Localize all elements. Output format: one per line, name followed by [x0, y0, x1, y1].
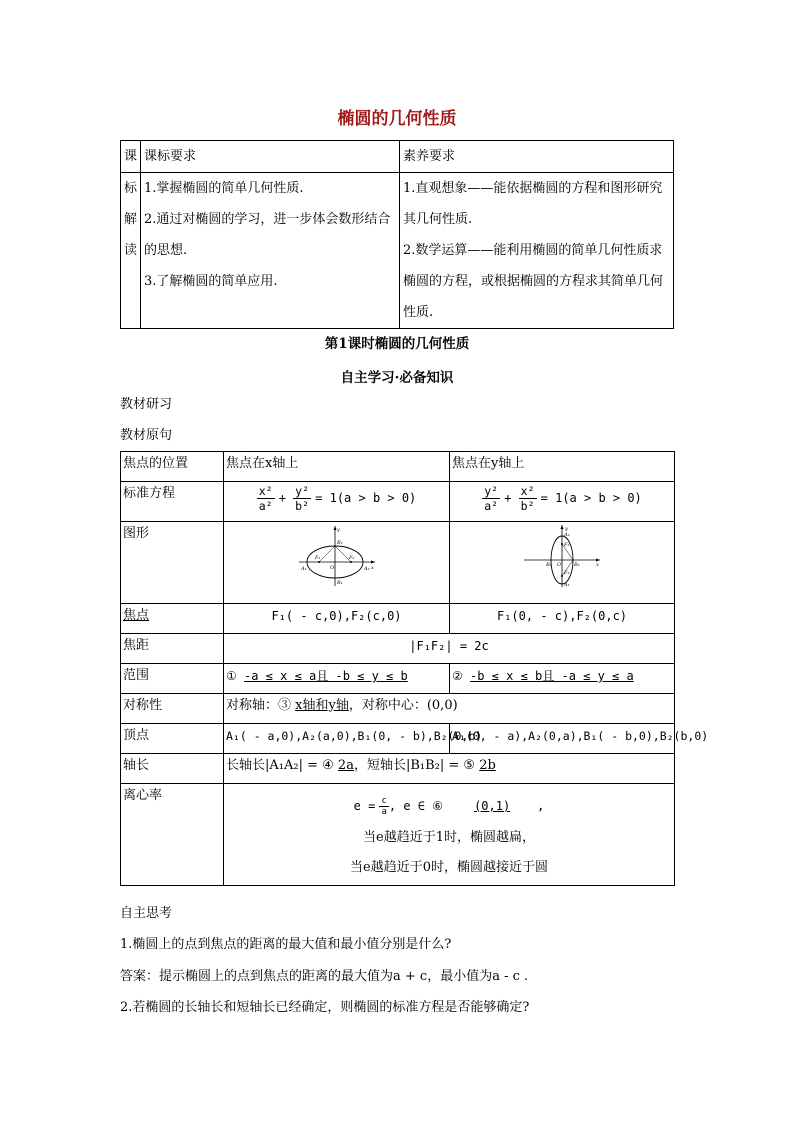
row-label-focus: 焦点 [121, 604, 224, 634]
svg-text:O: O [557, 562, 562, 568]
ellipse-y-figure [522, 524, 602, 588]
header-position: 焦点的位置 [121, 452, 224, 482]
header-y-axis: 焦点在y轴上 [450, 452, 675, 482]
svg-text:A₂: A₂ [363, 566, 370, 572]
row-label-focal-distance: 焦距 [121, 634, 224, 664]
curriculum-table [120, 140, 674, 329]
symmetry: 对称轴：③ x轴和y轴，对称中心：(0,0) [224, 694, 675, 724]
focus-y: F₁(0, - c),F₂(0,c) [450, 604, 675, 634]
question-1: 1.椭圆上的点到焦点的距离的最大值和最小值分别是什么? [120, 937, 452, 952]
vertical-label: 标 解 读 [121, 173, 141, 329]
standard-item: 2.通过对椭圆的学习，进一步体会数形结合的思想. [144, 212, 391, 258]
svg-text:y: y [565, 526, 568, 532]
svg-text:A₂: A₂ [564, 532, 570, 538]
row-label-graph: 图形 [121, 522, 224, 604]
svg-text:A₁: A₁ [300, 566, 307, 572]
focus-x: F₁( - c,0),F₂(c,0) [224, 604, 450, 634]
question-2: 2.若椭圆的长轴长和短轴长已经确定，则椭圆的标准方程是否能够确定? [120, 1000, 530, 1015]
svg-text:F₁: F₁ [314, 555, 320, 561]
section-title: 自主学习·必备知识 [340, 370, 454, 386]
svg-text:O: O [329, 565, 334, 571]
literacy-item: 1.直观想象——能依据椭圆的方程和图形研究其几何性质. [403, 181, 663, 227]
graph-y-cell [450, 522, 675, 604]
ellipse-x-figure [297, 524, 377, 588]
eccentricity: e = $\frac{c}{a}$ , e ∈ ⑥ (0,1) , 当e越趋近于1时，椭圆越扁， 当e越趋近于0时，椭圆越接近于圆 [224, 784, 675, 886]
axis-lengths: 长轴长|A₁A₂| = ④ 2a，短轴长|B₁B₂| = ⑤ 2b [224, 754, 675, 784]
svg-text:B₁: B₁ [546, 562, 552, 568]
literacy-header: 素养要求 [400, 141, 674, 173]
row-label-equation: 标准方程 [121, 482, 224, 522]
svg-text:y: y [336, 527, 340, 533]
curriculum-header-cell: 课 [121, 141, 141, 173]
standard-item: 3.了解椭圆的简单应用. [144, 274, 278, 289]
standards-cell [141, 173, 400, 329]
literacy-cell [400, 173, 674, 329]
document-title: 椭圆的几何性质 [337, 109, 457, 129]
standard-item: 1.掌握椭圆的简单几何性质. [144, 181, 304, 196]
equation-y: $\frac{\text{y²}}{\text{a²}}$ + $\frac{\text{x²}}{\text{b²}}$ = 1(a > b > 0) [450, 482, 675, 522]
svg-text:x: x [596, 562, 599, 568]
answer-1: 答案：提示椭圆上的点到焦点的距离的最大值为a + c，最小值为a - c . [120, 969, 529, 984]
svg-text:x: x [370, 565, 374, 571]
row-label-axis: 轴长 [121, 754, 224, 784]
range-y: ② -b ≤ x ≤ b且 -a ≤ y ≤ a [450, 664, 675, 694]
lesson-title: 第1课时椭圆的几何性质 [324, 336, 470, 352]
focal-distance: |F₁F₂| = 2c [224, 634, 675, 664]
label-origin: 教材原句 [120, 428, 173, 443]
svg-text:B₂: B₂ [336, 540, 343, 546]
svg-text:A₁: A₁ [564, 582, 570, 588]
label-research: 教材研习 [120, 397, 173, 412]
label-think: 自主思考 [120, 906, 173, 921]
svg-text:F₂: F₂ [564, 542, 570, 548]
row-label-symmetry: 对称性 [121, 694, 224, 724]
equation-x: $\frac{\text{x²}}{\text{a²}}$ + $\frac{\text{y²}}{\text{b²}}$ = 1(a > b > 0) [224, 482, 450, 522]
standards-header: 课标要求 [141, 141, 400, 173]
svg-text:F₁: F₁ [564, 570, 570, 576]
range-x: ① -a ≤ x ≤ a且 -b ≤ y ≤ b [224, 664, 450, 694]
svg-text:B₁: B₁ [336, 580, 343, 586]
row-label-range: 范围 [121, 664, 224, 694]
row-label-vertex: 顶点 [121, 724, 224, 754]
svg-text:F₂: F₂ [348, 555, 354, 561]
vertex-x: A₁( - a,0),A₂(a,0),B₁(0, - b),B₂(0,b) [224, 724, 450, 754]
properties-table [120, 451, 709, 886]
literacy-item: 2.数学运算——能利用椭圆的简单几何性质求椭圆的方程，或根据椭圆的方程求其简单几何性质. [403, 243, 664, 320]
vertex-y: A₁(0, - a),A₂(0,a),B₁( - b,0),B₂(b,0) [450, 724, 675, 754]
graph-x-cell [224, 522, 450, 604]
svg-text:B₂: B₂ [574, 562, 580, 568]
header-x-axis: 焦点在x轴上 [224, 452, 450, 482]
row-label-eccentricity: 离心率 [121, 784, 224, 886]
